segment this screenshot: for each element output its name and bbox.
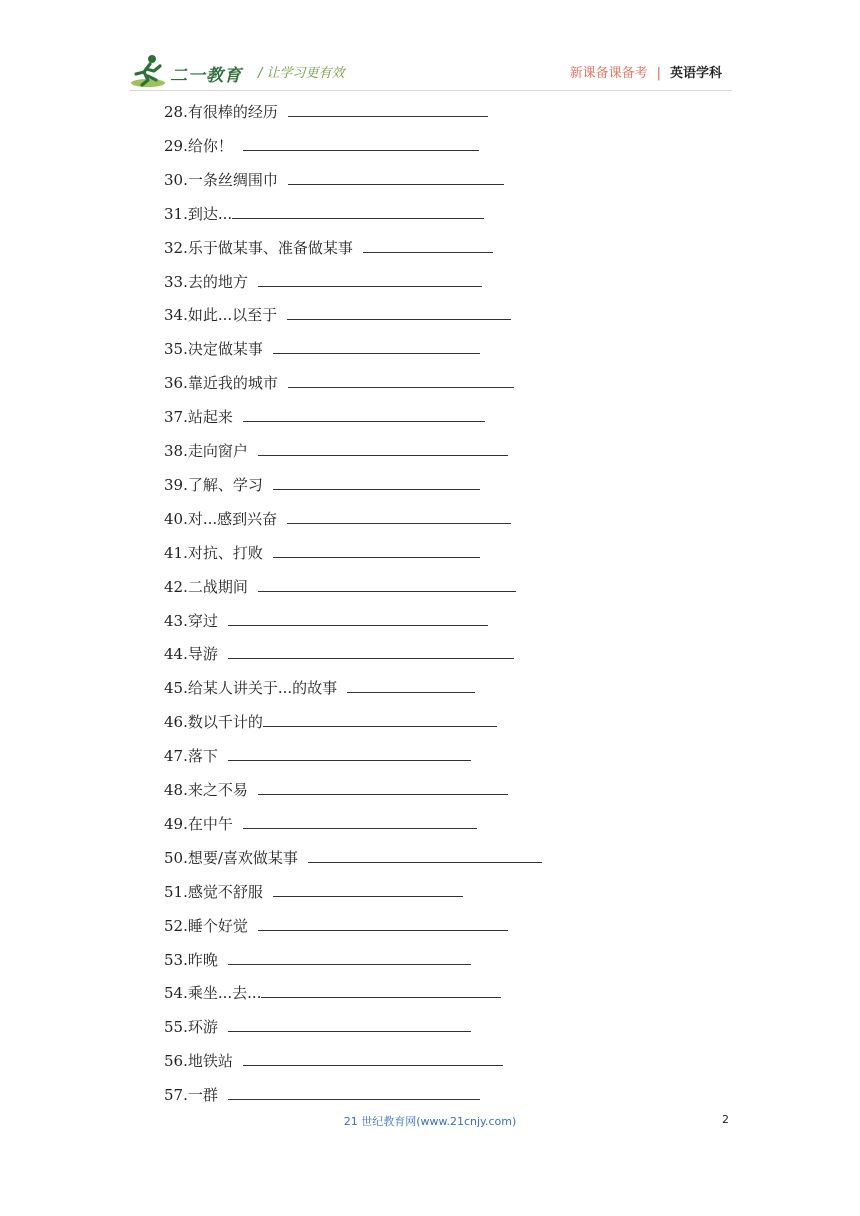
list-item xyxy=(164,1083,480,1107)
item-number: 42. xyxy=(164,578,188,596)
item-prompt: 站起来 xyxy=(187,408,233,426)
item-prompt: 有很棒的经历 xyxy=(187,103,278,121)
logo xyxy=(130,52,250,90)
item-number: 51. xyxy=(164,883,188,901)
list-item xyxy=(164,812,477,836)
item-number: 32. xyxy=(164,239,188,257)
list-item xyxy=(164,541,480,565)
list-item xyxy=(164,405,485,429)
item-prompt: 走向窗户 xyxy=(187,442,248,460)
list-item xyxy=(164,168,504,192)
list-item xyxy=(164,744,471,768)
answer-blank[interactable] xyxy=(347,676,475,693)
logo-text: 二一教育 xyxy=(170,66,242,86)
item-prompt: 落下 xyxy=(187,747,218,765)
page-header xyxy=(0,0,860,95)
list-item xyxy=(164,846,542,870)
item-prompt: 导游 xyxy=(187,645,218,663)
answer-blank[interactable] xyxy=(287,303,511,320)
header-course-label: 新课备课备考 xyxy=(569,66,648,81)
list-item xyxy=(164,100,488,124)
item-number: 29. xyxy=(164,137,188,155)
item-number: 38. xyxy=(164,442,188,460)
list-item xyxy=(164,202,484,226)
item-prompt: 睡个好觉 xyxy=(187,917,248,935)
list-item xyxy=(164,337,480,361)
header-subject xyxy=(570,62,722,81)
list-item xyxy=(164,507,511,531)
item-prompt: 在中午 xyxy=(187,815,233,833)
item-prompt: 乐于做某事、准备做某事 xyxy=(187,239,353,257)
item-prompt: 如此...以至于 xyxy=(187,306,278,324)
answer-blank[interactable] xyxy=(258,778,508,795)
page-number: 2 xyxy=(722,1113,729,1126)
answer-blank[interactable] xyxy=(228,609,488,626)
item-prompt: 决定做某事 xyxy=(187,340,263,358)
item-prompt: 二战期间 xyxy=(187,578,248,596)
item-prompt: 来之不易 xyxy=(187,781,248,799)
item-prompt: 给某人讲关于...的故事 xyxy=(187,679,338,697)
answer-blank[interactable] xyxy=(288,100,488,117)
item-number: 48. xyxy=(164,781,188,799)
answer-blank[interactable] xyxy=(273,473,480,490)
answer-blank[interactable] xyxy=(261,981,501,998)
slogan: / 让学习更有效 xyxy=(258,66,345,81)
answer-blank[interactable] xyxy=(228,948,471,965)
list-item xyxy=(164,778,508,802)
item-prompt: 了解、学习 xyxy=(187,476,263,494)
list-item xyxy=(164,236,493,260)
answer-blank[interactable] xyxy=(273,541,480,558)
header-subject-label: 英语学科 xyxy=(669,66,722,81)
item-prompt: 靠近我的城市 xyxy=(187,374,278,392)
answer-blank[interactable] xyxy=(228,744,471,761)
header-separator: | xyxy=(656,66,661,81)
item-number: 35. xyxy=(164,340,188,358)
answer-blank[interactable] xyxy=(273,337,480,354)
item-number: 33. xyxy=(164,273,188,291)
item-prompt: 对抗、打败 xyxy=(187,544,263,562)
item-prompt: 去的地方 xyxy=(187,273,248,291)
list-item xyxy=(164,575,516,599)
item-number: 57. xyxy=(164,1086,188,1104)
item-prompt: 数以千计的 xyxy=(187,713,263,731)
item-number: 49. xyxy=(164,815,188,833)
list-item xyxy=(164,642,514,666)
item-number: 44. xyxy=(164,645,188,663)
item-prompt: 乘坐...去... xyxy=(187,984,262,1002)
answer-blank[interactable] xyxy=(228,1083,480,1100)
item-number: 43. xyxy=(164,612,188,630)
item-prompt: 一群 xyxy=(187,1086,218,1104)
item-prompt: 想要/喜欢做某事 xyxy=(187,849,298,867)
list-item xyxy=(164,948,471,972)
answer-blank[interactable] xyxy=(243,1049,503,1066)
item-number: 50. xyxy=(164,849,188,867)
answer-blank[interactable] xyxy=(263,710,497,727)
list-item xyxy=(164,710,497,734)
item-number: 37. xyxy=(164,408,188,426)
answer-blank[interactable] xyxy=(228,1015,471,1032)
answer-blank[interactable] xyxy=(258,270,482,287)
item-number: 34. xyxy=(164,306,188,324)
answer-blank[interactable] xyxy=(288,168,504,185)
answer-blank[interactable] xyxy=(288,371,514,388)
item-number: 31. xyxy=(164,205,188,223)
list-item xyxy=(164,914,508,938)
list-item xyxy=(164,303,511,327)
item-number: 47. xyxy=(164,747,188,765)
answer-blank[interactable] xyxy=(287,507,511,524)
item-number: 41. xyxy=(164,544,188,562)
item-number: 28. xyxy=(164,103,188,121)
list-item xyxy=(164,134,479,158)
item-number: 45. xyxy=(164,679,188,697)
item-number: 52. xyxy=(164,917,188,935)
item-number: 54. xyxy=(164,984,188,1002)
running-figure-icon xyxy=(130,52,170,90)
item-number: 36. xyxy=(164,374,188,392)
item-prompt: 昨晚 xyxy=(187,951,218,969)
list-item xyxy=(164,1049,503,1073)
answer-blank[interactable] xyxy=(243,812,477,829)
answer-blank[interactable] xyxy=(258,914,508,931)
item-prompt: 到达... xyxy=(187,205,233,223)
list-item xyxy=(164,880,463,904)
item-prompt: 对...感到兴奋 xyxy=(187,510,278,528)
answer-blank[interactable] xyxy=(243,134,479,151)
item-prompt: 感觉不舒服 xyxy=(187,883,263,901)
list-item xyxy=(164,473,480,497)
item-number: 46. xyxy=(164,713,188,731)
footer-site: 21 世纪教育网(www.21cnjy.com) xyxy=(343,1115,517,1128)
item-number: 30. xyxy=(164,171,188,189)
list-item xyxy=(164,439,508,463)
answer-blank[interactable] xyxy=(363,236,493,253)
item-prompt: 一条丝绸围巾 xyxy=(187,171,278,189)
answer-blank[interactable] xyxy=(228,642,514,659)
item-prompt: 给你！ xyxy=(187,137,233,155)
answer-blank[interactable] xyxy=(308,846,542,863)
list-item xyxy=(164,981,501,1005)
list-item xyxy=(164,371,514,395)
item-prompt: 穿过 xyxy=(187,612,218,630)
item-number: 55. xyxy=(164,1018,188,1036)
item-number: 40. xyxy=(164,510,188,528)
answer-blank[interactable] xyxy=(258,439,508,456)
list-item xyxy=(164,1015,471,1039)
answer-blank[interactable] xyxy=(258,575,516,592)
list-item xyxy=(164,676,475,700)
item-prompt: 地铁站 xyxy=(187,1052,233,1070)
item-number: 53. xyxy=(164,951,188,969)
list-item xyxy=(164,609,488,633)
item-number: 56. xyxy=(164,1052,188,1070)
answer-blank[interactable] xyxy=(243,405,485,422)
list-item xyxy=(164,270,482,294)
item-prompt: 环游 xyxy=(187,1018,218,1036)
item-number: 39. xyxy=(164,476,188,494)
answer-blank[interactable] xyxy=(232,202,484,219)
answer-blank[interactable] xyxy=(273,880,463,897)
header-divider xyxy=(130,90,732,91)
